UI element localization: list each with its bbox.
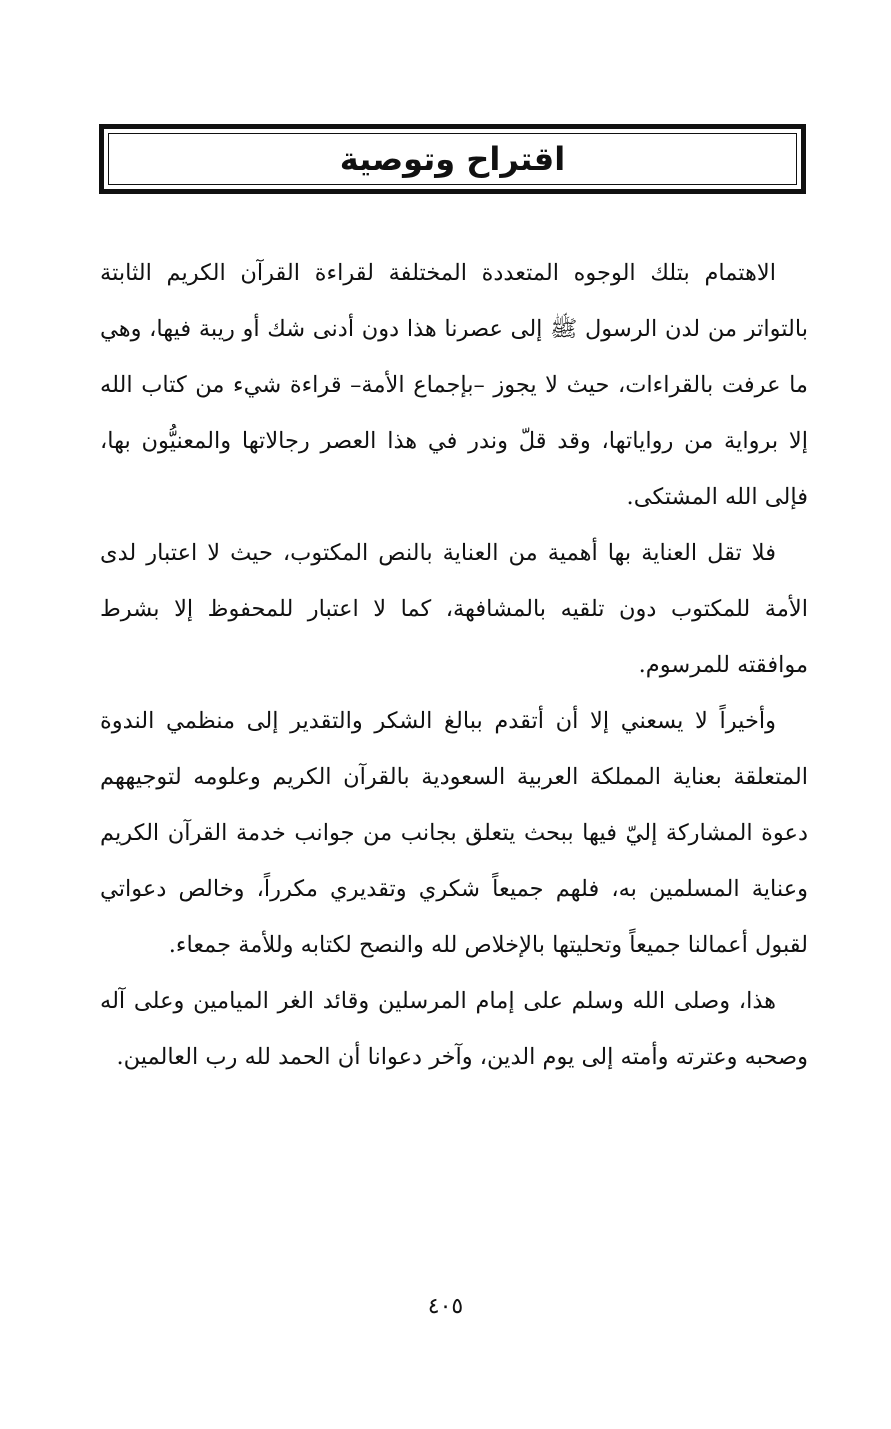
title-frame bbox=[99, 124, 806, 194]
paragraph-2: فلا تقل العناية بها أهمية من العناية بالنص المكتوب، حيث لا اعتبار لدى الأمة للمكتوب دون تلقيه بالمشافهة، كما لا اعتبار للمحفوظ إلا بشرط موافقته للمرسوم. bbox=[100, 540, 808, 678]
paragraph-3: وأخيراً لا يسعني إلا أن أتقدم ببالغ الشكر والتقدير إلى منظمي الندوة المتعلقة بعناية المملكة العربية السعودية بالقرآن الكريم وعلومه لتوجيههم دعوة المشاركة إليّ فيها ببحث يتعلق بجانب من جوانب خدمة القرآن الكريم وعناية المسلمين به، فلهم جميعاً شكري وتقديري مكرراً، وخالص دعواتي لقبول أعمالنا جميعاً وتحليتها بالإخلاص لله والنصح لكتابه وللأمة جمعاء. bbox=[100, 708, 808, 958]
page-number: ٤٠٥ bbox=[427, 1294, 464, 1319]
paragraph-4: هذا، وصلى الله وسلم على إمام المرسلين وقائد الغر الميامين وعلى آله وصحبه وعترته وأمته إلى يوم الدين، وآخر دعوانا أن الحمد لله رب العالمين. bbox=[100, 988, 808, 1070]
title-inner-border bbox=[108, 133, 797, 185]
page-title: اقتراح وتوصية bbox=[339, 140, 566, 178]
paragraph-1: الاهتمام بتلك الوجوه المتعددة المختلفة لقراءة القرآن الكريم الثابتة بالتواتر من لدن الرسول ﷺ إلى عصرنا هذا دون أدنى شك أو ريبة فيها، وهي ما عرفت بالقراءات، حيث لا يجوز –بإجماع الأمة– قراءة شيء من كتاب الله إلا برواية من رواياتها، وقد قلّ وندر في هذا العصر رجالاتها والمعنيُّون بها، فإلى الله المشتكى. bbox=[100, 260, 808, 510]
body-text bbox=[100, 245, 808, 1085]
